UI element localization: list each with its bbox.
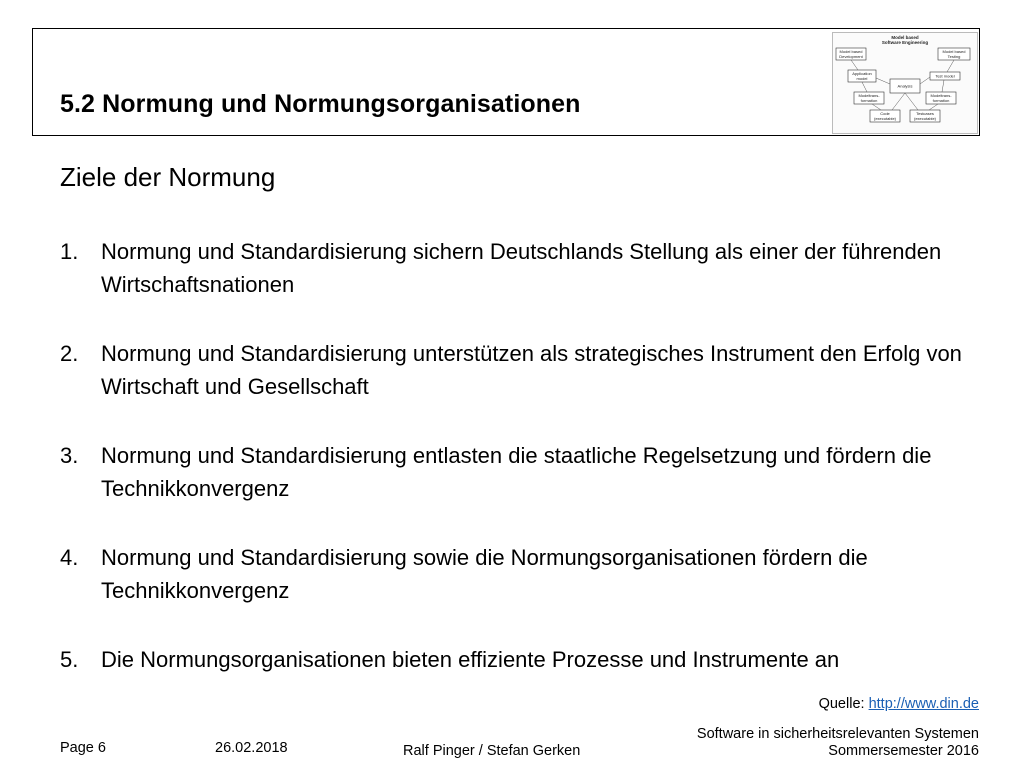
- source-label: Quelle:: [818, 696, 865, 712]
- goal-text: Normung und Standardisierung entlasten die staatliche Regelsetzung und fördern die Technikkonvergenz: [101, 443, 932, 501]
- list-item: [60, 337, 990, 403]
- footer-course: [697, 726, 979, 760]
- svg-text:Modeltrans-: Modeltrans-: [930, 93, 952, 98]
- diagram-analysis: Analysis: [897, 83, 913, 89]
- goal-text: Die Normungsorganisationen bieten effiziente Prozesse und Instrumente an: [101, 647, 840, 672]
- source-citation: [819, 696, 979, 712]
- svg-text:(executable): (executable): [873, 116, 897, 121]
- goal-number: 3.: [60, 443, 79, 468]
- svg-text:Model based: Model based: [942, 49, 966, 54]
- svg-text:(executable): (executable): [913, 116, 937, 121]
- diagram-test-model: Test model: [935, 73, 955, 79]
- page-number: Page 6: [60, 740, 106, 756]
- svg-text:Model based: Model based: [839, 49, 863, 54]
- goal-text: Normung und Standardisierung sowie die Normungsorganisationen fördern die Technikkonvergenz: [101, 545, 868, 603]
- list-item: [60, 439, 990, 505]
- diagram-top-line2: Software Engineering: [881, 40, 929, 45]
- svg-text:Testing: Testing: [947, 54, 961, 59]
- list-item: [60, 643, 990, 676]
- svg-text:Modeltrans-: Modeltrans-: [858, 93, 880, 98]
- svg-text:model: model: [856, 76, 868, 81]
- goal-number: 4.: [60, 545, 79, 570]
- course-title: Software in sicherheitsrelevanten Systemen: [696, 726, 979, 742]
- goals-list: [60, 235, 990, 712]
- svg-text:Development: Development: [839, 54, 863, 59]
- svg-text:formation: formation: [860, 98, 878, 103]
- list-item: [60, 541, 990, 607]
- svg-text:Code: Code: [880, 111, 890, 116]
- source-link[interactable]: http://www.din.de: [868, 696, 979, 712]
- svg-text:formation: formation: [932, 98, 950, 103]
- footer-authors: Ralf Pinger / Stefan Gerken: [403, 743, 581, 759]
- course-semester: Sommersemester 2016: [828, 743, 979, 759]
- section-subtitle: Ziele der Normung: [60, 162, 276, 192]
- list-item: [60, 235, 990, 301]
- goal-text: Normung und Standardisierung unterstützen als strategisches Instrument den Erfolg von Wirtschaft und Gesellschaft: [101, 341, 962, 399]
- goal-number: 1.: [60, 239, 79, 264]
- goal-number: 5.: [60, 647, 79, 672]
- goal-number: 2.: [60, 341, 79, 366]
- mbse-diagram: [832, 32, 978, 134]
- diagram-top-line1: Model based: [891, 35, 919, 40]
- slide-title: 5.2 Normung und Normungsorganisationen: [60, 90, 581, 118]
- footer-date: 26.02.2018: [215, 740, 288, 756]
- svg-text:Application: Application: [852, 71, 872, 76]
- goal-text: Normung und Standardisierung sichern Deutschlands Stellung als einer der führenden Wirtschaftsnationen: [101, 239, 942, 297]
- svg-text:Testcases: Testcases: [916, 111, 934, 116]
